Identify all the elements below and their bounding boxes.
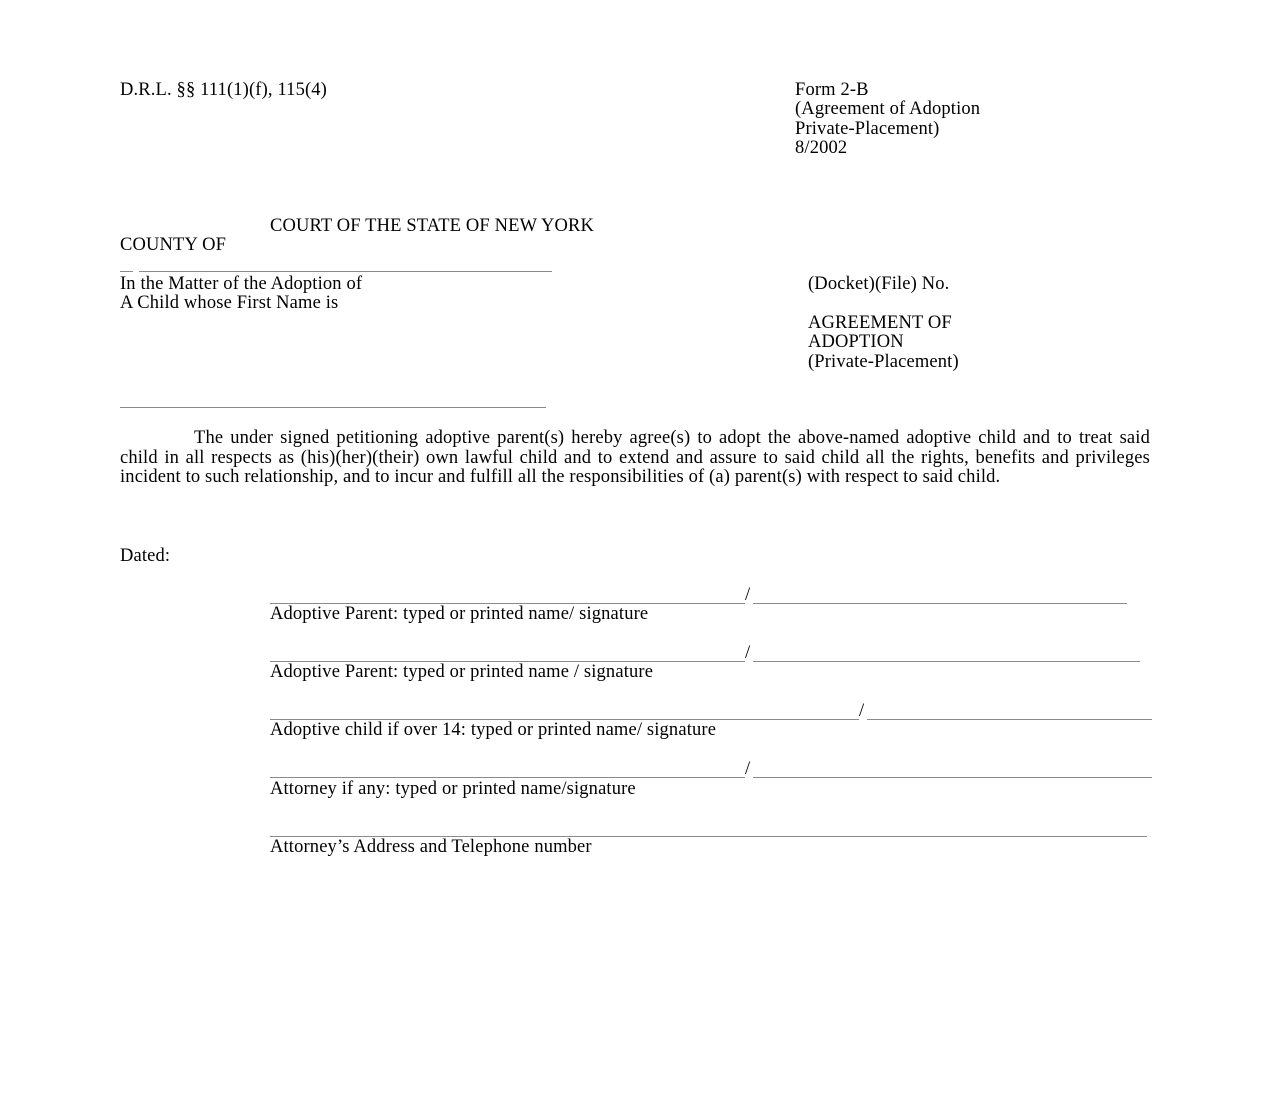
child-label: Adoptive child if over 14: typed or printed name/ signature xyxy=(270,720,717,740)
doc-title-line1: AGREEMENT OF xyxy=(808,313,952,333)
matter-line2: A Child whose First Name is xyxy=(120,293,339,313)
parent1-slash: / xyxy=(745,585,751,605)
statute-reference: D.R.L. §§ 111(1)(f), 115(4) xyxy=(120,80,327,100)
caption-rule-top xyxy=(139,271,552,272)
county-label: COUNTY OF xyxy=(120,235,227,255)
dated-label: Dated: xyxy=(120,546,171,566)
caption-rule-short xyxy=(120,271,133,272)
child-signature-line[interactable] xyxy=(867,719,1152,720)
docket-label: (Docket)(File) No. xyxy=(808,274,950,294)
child-slash: / xyxy=(859,701,865,721)
attorney-signature-line[interactable] xyxy=(753,777,1152,778)
matter-line1: In the Matter of the Adoption of xyxy=(120,274,363,294)
agreement-paragraph xyxy=(120,429,1150,488)
attorney-address-label: Attorney’s Address and Telephone number xyxy=(270,837,592,857)
parent2-slash: / xyxy=(745,643,751,663)
court-name: COURT OF THE STATE OF NEW YORK xyxy=(270,216,594,236)
attorney-label: Attorney if any: typed or printed name/signature xyxy=(270,779,636,799)
form-number: Form 2-B xyxy=(795,80,869,100)
form-title-line1: (Agreement of Adoption xyxy=(795,99,981,119)
parent2-label: Adoptive Parent: typed or printed name / signature xyxy=(270,662,654,682)
attorney-name-line[interactable] xyxy=(270,777,745,778)
attorney-slash: / xyxy=(745,759,751,779)
parent2-signature-line[interactable] xyxy=(753,661,1140,662)
form-title-line2: Private-Placement) xyxy=(795,119,940,139)
parent1-label: Adoptive Parent: typed or printed name/ signature xyxy=(270,604,649,624)
parent1-signature-line[interactable] xyxy=(753,603,1127,604)
doc-title-line3: (Private-Placement) xyxy=(808,352,959,372)
doc-title-line2: ADOPTION xyxy=(808,332,904,352)
agreement-text: The under signed petitioning adoptive parent(s) hereby agree(s) to adopt the above-named adoptive child and to treat said child in all respects as (his)(her)(their) own lawful child and to extend and assure to said child all the rights, benefits and privileges incident to such relationship, and to incur and fulfill all the responsibilities of (a) parent(s) with respect to said child. xyxy=(120,428,1150,487)
form-date: 8/2002 xyxy=(795,138,848,158)
caption-rule-bottom xyxy=(120,407,546,408)
